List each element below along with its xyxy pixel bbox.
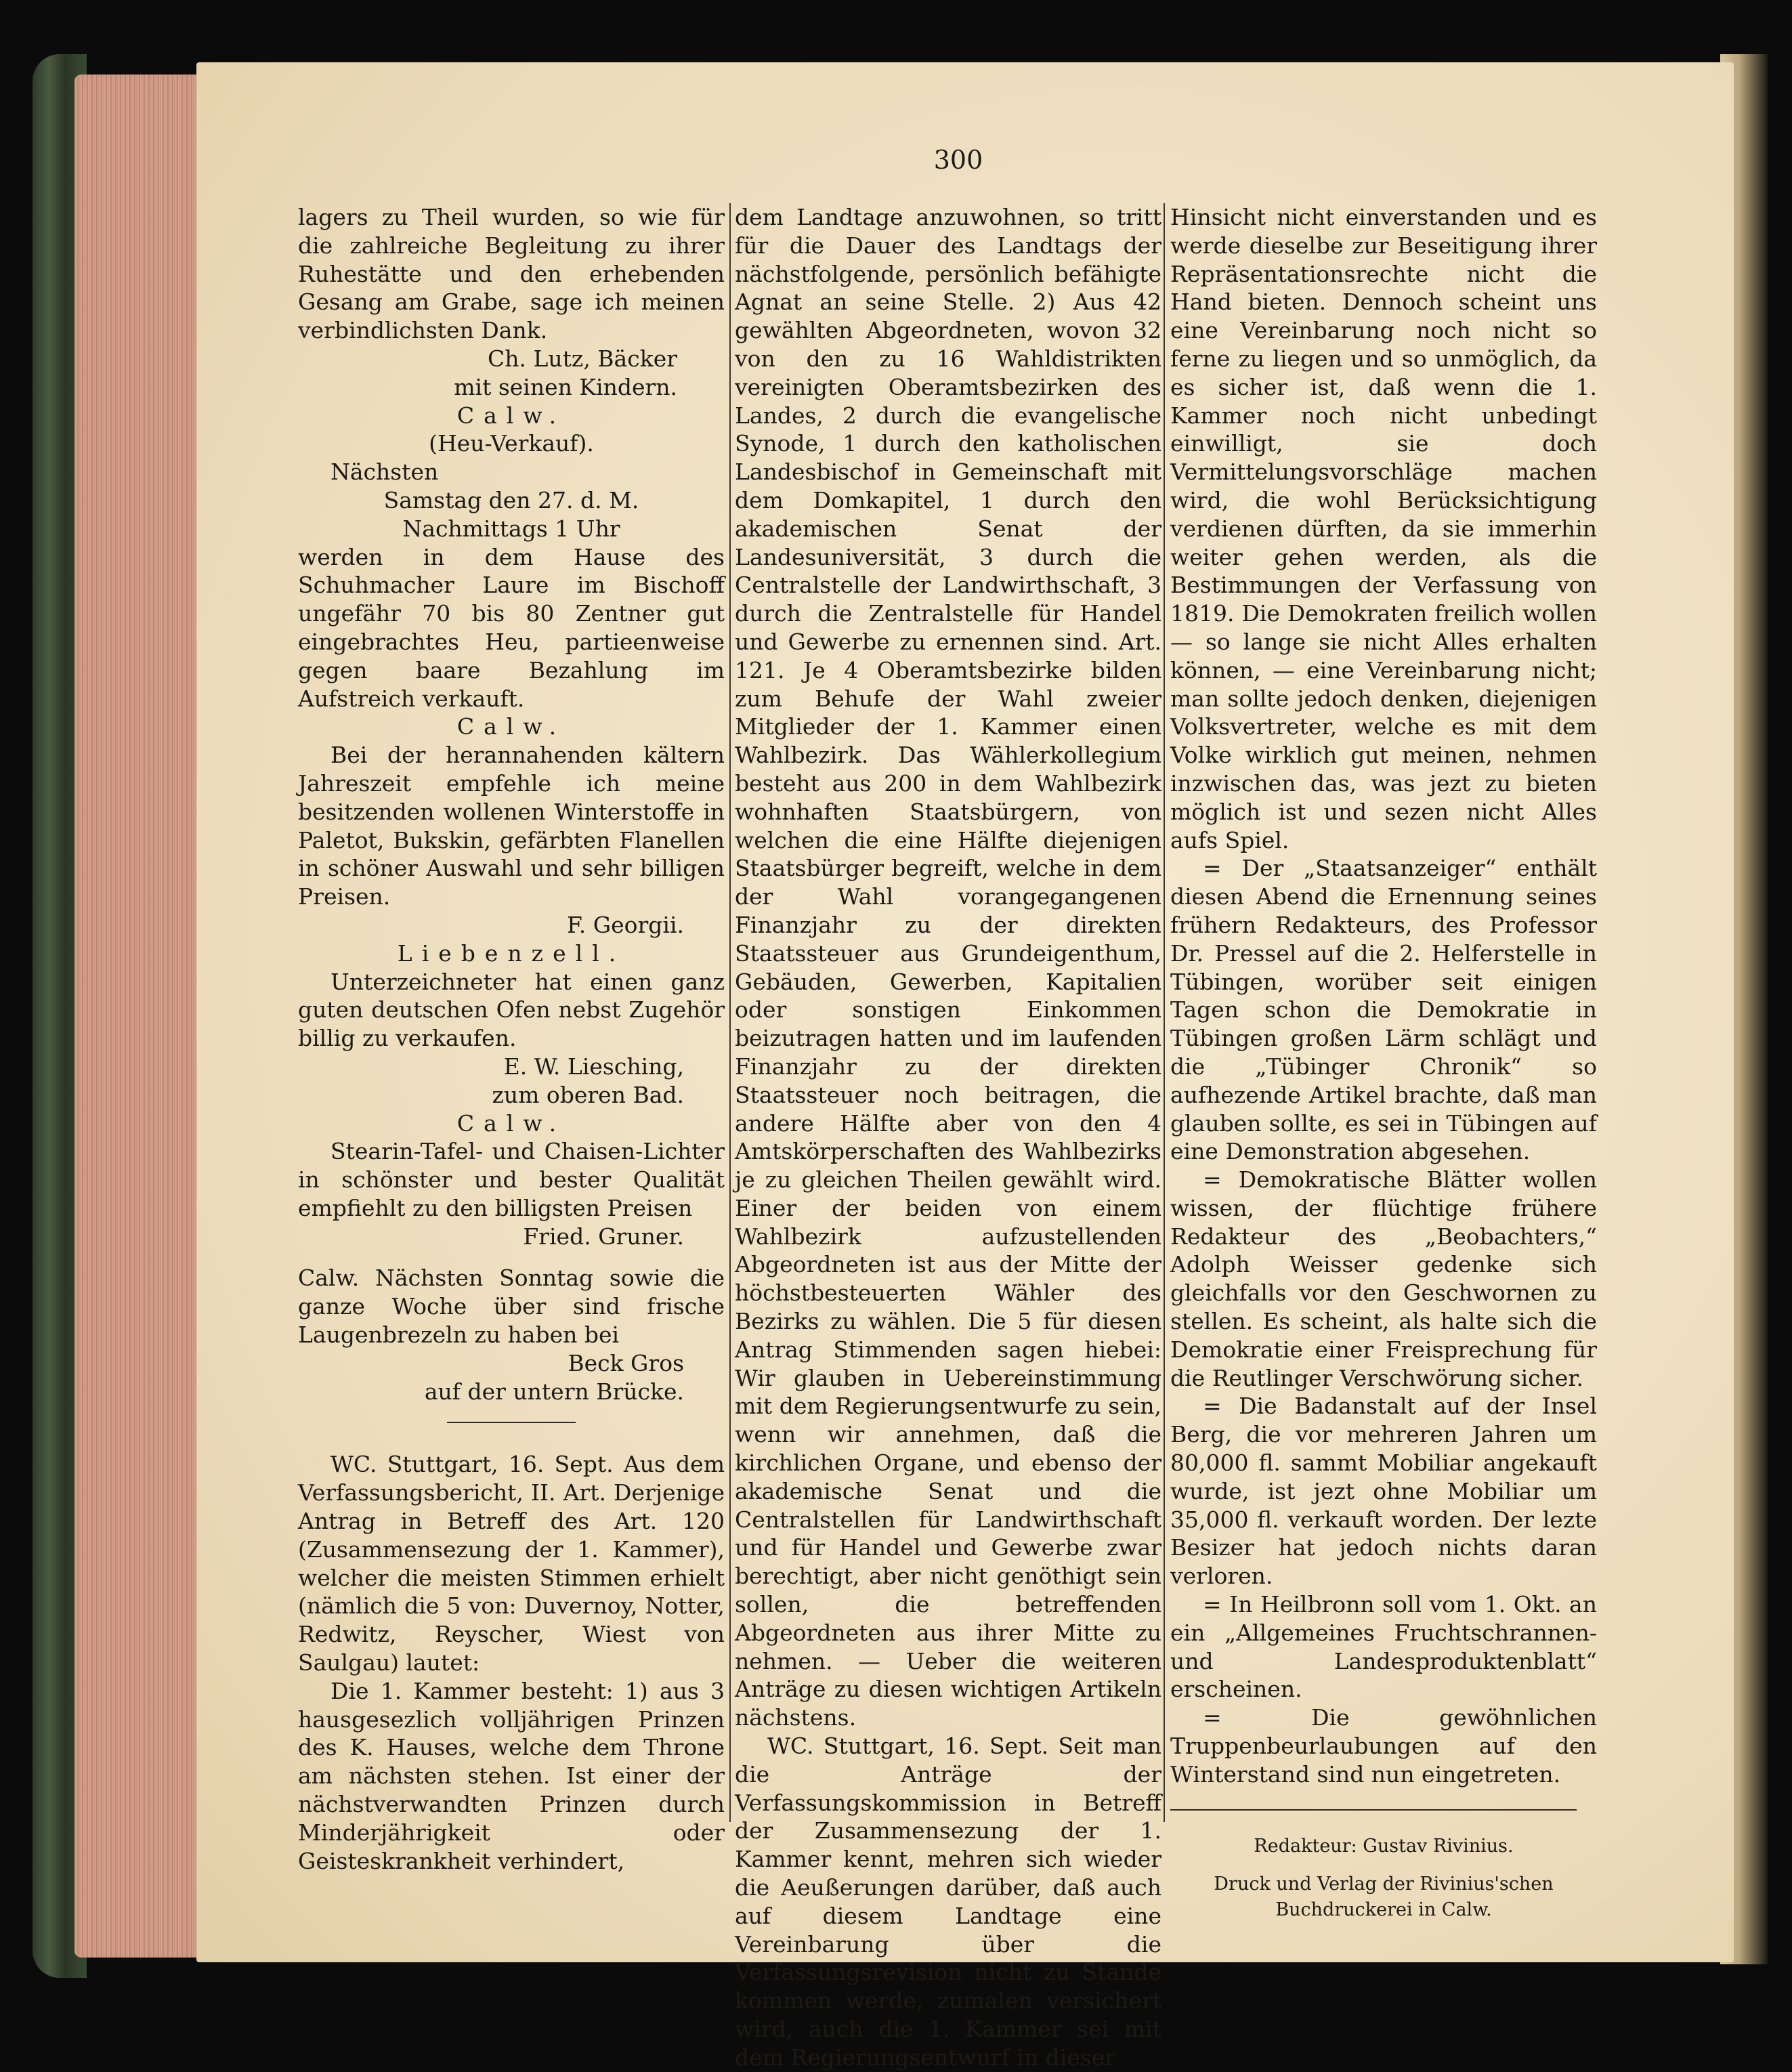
- news1-text: WC. Stuttgart, 16. Sept. Aus dem Verfassungsbericht, II. Art. Derjenige Antrag in Betreff des Art. 120 (Zusammensezung der 1. Kammer), welcher die meisten Stimmen erhielt (nämlich die 5 von: Duvernoy, Notter, Redwitz, Reyscher, Wiest von Saulgau) lautet:: [298, 1451, 725, 1676]
- ad3-place: Liebenzell.: [397, 939, 626, 967]
- page-number: 300: [933, 145, 983, 175]
- ad5-signature: Beck Gros: [568, 1349, 684, 1376]
- col3-text-3: = Demokratische Blätter wollen wissen, der flüchtige frühere Redakteur des „Beobachters,“ Adolph Weisser gedenke sich gleichfalls vor den Geschwornen zu stellen. Es scheint, als halte sich die Demokratie einer Freisprechung für die Reutlinger Verschwörung sicher.: [1170, 1166, 1597, 1391]
- ad1-title: (Heu-Verkauf).: [429, 430, 594, 457]
- ad2-signature: F. Georgii.: [567, 911, 684, 938]
- editor-line: Redakteur: Gustav Rivinius.: [1254, 1835, 1514, 1857]
- thanks-signature: Ch. Lutz, Bäcker: [488, 345, 677, 372]
- col3-text-6: = Die gewöhnlichen Truppenbeurlaubungen auf den Winterstand sind nun eingetreten.: [1170, 1704, 1597, 1788]
- col3-text-1: Hinsicht nicht einverstanden und es werde dieselbe zur Beseitigung ihrer Repräsentationsrechte nicht die Hand bieten. Dennoch scheint uns eine Vereinbarung noch nicht so ferne zu liegen und so unmöglich, da es sicher ist, daß wenn die 1. Kammer noch nicht unbedingt einwilligt, sie doch Vermittelungsvorschläge machen wird, die wohl Berücksichtigung verdienen dürften, da sie immerhin weiter gehen werden, als die Bestimmungen der Verfassung von 1819. Die Demokraten freilich wollen — so lange sie nicht Alles erhalten können, — eine Vereinbarung nicht; man sollte jedoch denken, diejenigen Volksvertreter, welche es mit dem Volke wirklich gut meinen, nehmen inzwischen das, was jezt zu bieten möglich ist und sezen nicht Alles aufs Spiel.: [1170, 204, 1597, 853]
- ad4-signature: Fried. Gruner.: [523, 1223, 684, 1250]
- ad1-line1: Nächsten: [330, 459, 439, 486]
- news1-text-2: Die 1. Kammer besteht: 1) aus 3 hausgesezlich volljährigen Prinzen des K. Hauses, welche dem Throne am nächsten stehen. Ist einer der nächstverwandten Prinzen durch Minderjährigkeit oder Geisteskrankheit verhindert,: [298, 1677, 725, 1874]
- ad1-line2: Samstag den 27. d. M.: [383, 486, 639, 513]
- ad3-text: Unterzeichneter hat einen ganz guten deutschen Ofen nebst Zugehör billig zu verkaufen.: [298, 968, 725, 1052]
- column-3: [1170, 203, 1597, 1923]
- column-1: [298, 203, 725, 1875]
- page-edges: [74, 75, 203, 1958]
- ad1-place: Calw.: [456, 402, 566, 429]
- ad1-text: werden in dem Hause des Schuhmacher Laure im Bischoff ungefähr 70 bis 80 Zentner gut eingebrachtes Heu, partieenweise gegen baare Bezahlung im Aufstreich verkauft.: [298, 543, 725, 712]
- ad2-place: Calw.: [456, 713, 566, 740]
- column-rule-2: [1164, 203, 1165, 1822]
- col2-text-1: dem Landtage anzuwohnen, so tritt für die Dauer des Landtags der nächstfolgende, persönlich befähigte Agnat an seine Stelle. 2) Aus 42 gewählten Abgeordneten, wovon 32 von den zu 16 Wahldistrikten vereinigten Oberamtsbezirken des Landes, 2 durch die evangelische Synode, 1 durch den katholischen Landesbischof in Gemeinschaft mit dem Domkapitel, 1 durch den akademischen Senat der Landesuniversität, 3 durch die Centralstelle der Landwirthschaft, 3 durch die Zentralstelle für Handel und Gewerbe zu ernennen sind. Art. 121. Je 4 Oberamtsbezirke bilden zum Behufe der Wahl zweier Mitglieder der 1. Kammer einen Wahlbezirk. Das Wählerkollegium besteht aus 200 in dem Wahlbezirk wohnhaften Staatsbürgern, von welchen die eine Hälfte diejenigen Staatsbürger begreift, welche in dem der Wahl vorangegangenen Finanzjahr zu der direkten Staatssteuer aus Grundeigenthum, Gebäuden, Gewerben, Kapitalien oder sonstigen Einkommen beizutragen hatten und im laufenden Finanzjahr zu der direkten Staatssteuer noch beitragen, die andere Hälfte aber von den 4 Amtskörperschaften des Wahlbezirks je zu gleichen Theilen gewählt wird. Einer der beiden von einem Wahlbezirk aufzustellenden Abgeordneten ist aus der Mitte der höchstbesteuerten Wähler des Bezirks zu wählen. Die 5 für diesen Antrag Stimmenden sagen hiebei: Wir glauben in Uebereinstimmung mit dem Regierungsentwurfe zu sein, wenn wir annehmen, daß die kirchlichen Organe, und ebenso der akademische Senat und die Centralstellen für Landwirthschaft und für Handel und Gewerbe zwar berechtigt, aber nicht genöthigt sein sollen, die betreffenden Abgeordneten aus ihrer Mitte zu nehmen. — Ueber die weiteren Anträge zu diesen wichtigen Artikeln nächstens.: [735, 204, 1161, 1731]
- column-2: [735, 203, 1161, 2072]
- thanks-text: lagers zu Theil wurden, so wie für die zahlreiche Begleitung zu ihrer Ruhestätte und den erhebenden Gesang am Grabe, sage ich meinen verbindlichsten Dank.: [298, 204, 725, 344]
- ad4-text: Stearin-Tafel- und Chaisen-Lichter in schönster und bester Qualität empfiehlt zu den billigsten Preisen: [298, 1138, 725, 1221]
- ad3-signature: E. W. Liesching,: [503, 1053, 684, 1080]
- ad3-signature-2: zum oberen Bad.: [492, 1081, 684, 1108]
- col3-text-5: = In Heilbronn soll vom 1. Okt. an ein „Allgemeines Fruchtschrannen- und Landesproduktenblatt“ erscheinen.: [1170, 1591, 1597, 1703]
- col3-text-4: = Die Badanstalt auf der Insel Berg, die vor mehreren Jahren um 80,000 fl. sammt Mobiliar angekauft wurde, ist jezt ohne Mobiliar um 35,000 fl. verkauft worden. Der lezte Besizer hat jedoch nichts daran verloren.: [1170, 1393, 1597, 1590]
- section-divider: [447, 1422, 576, 1423]
- ad5-text: Calw. Nächsten Sonntag sowie die ganze Woche über sind frische Laugenbrezeln zu haben bei: [298, 1265, 725, 1349]
- thanks-signature-2: mit seinen Kindern.: [454, 373, 677, 400]
- ad2-text: Bei der herannahenden kältern Jahreszeit empfehle ich meine besitzenden wollenen Winterstoffe in Paletot, Bukskin, gefärbten Flanellen in schöner Auswahl und sehr billigen Preisen.: [298, 742, 725, 910]
- footer-divider: [1170, 1809, 1577, 1811]
- col3-text-2: = Der „Staatsanzeiger“ enthält diesen Abend die Ernennung seines frühern Redakteurs, des Professor Dr. Pressel auf die 2. Helferstelle in Tübingen, worüber seit einigen Tagen schon die Demokratie in Tübingen großen Lärm schlägt und die „Tübinger Chronik“ so aufhezende Artikel brachte, daß man glauben sollte, es sei in Tübingen auf eine Demonstration abgesehen.: [1170, 855, 1597, 1165]
- ad4-place: Calw.: [456, 1109, 566, 1137]
- ad5-signature-2: auf der untern Brücke.: [424, 1378, 684, 1405]
- ad1-line3: Nachmittags 1 Uhr: [402, 515, 620, 542]
- printer-line: Druck und Verlag der Rivinius'schen Buchdruckerei in Calw.: [1214, 1873, 1554, 1920]
- column-rule-1: [729, 203, 731, 1822]
- col2-text-2: WC. Stuttgart, 16. Sept. Seit man die Anträge der Verfassungskommission in Betreff der Zusammensezung der 1. Kammer kennt, mehren sich wieder die Aeußerungen darüber, daß auch auf diesem Landtage eine Vereinbarung über die Verfassungsrevision nicht zu Stande kommen werde, zumalen versichert wird, auch die 1. Kammer sei mit dem Regierungsentwurf in dieser: [735, 1733, 1161, 2071]
